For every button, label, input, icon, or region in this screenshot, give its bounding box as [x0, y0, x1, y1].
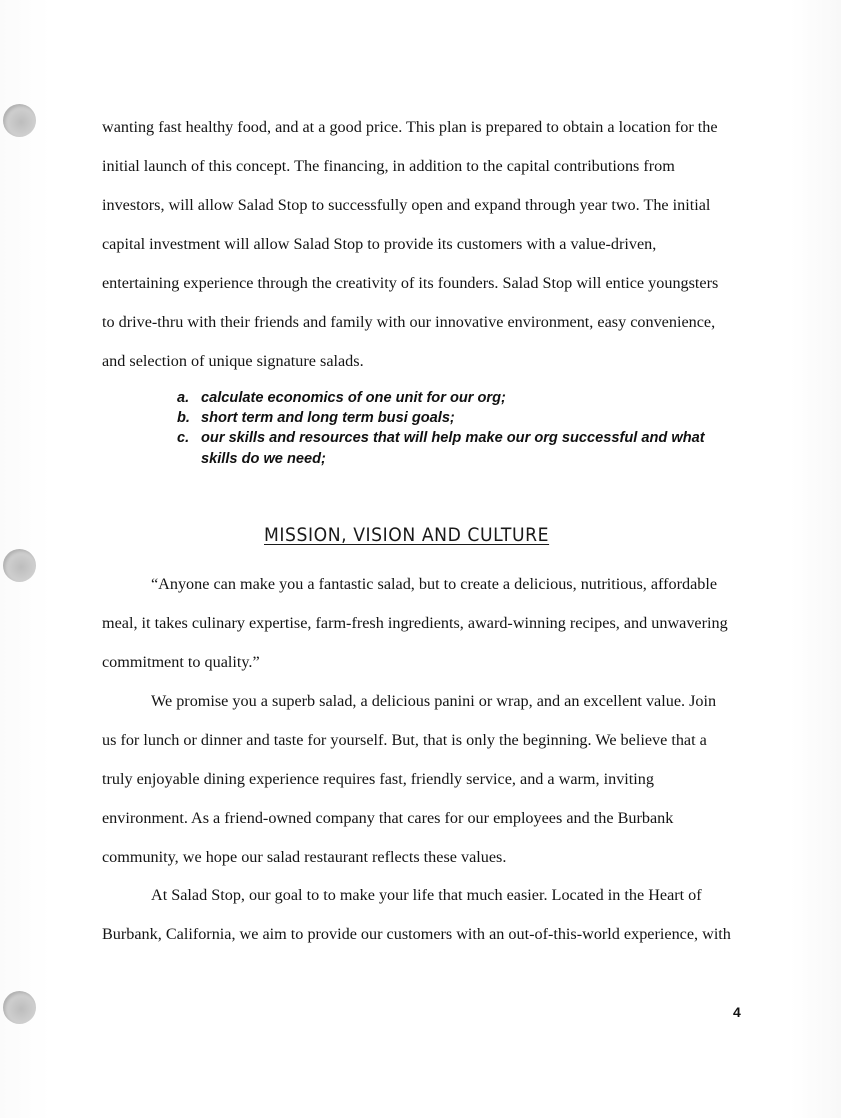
- list-item-text: skills do we need;: [201, 451, 326, 467]
- paragraph-line: capital investment will allow Salad Stop to provide its customers with a value-driven,: [102, 235, 657, 253]
- section-heading: MISSION, VISION AND CULTURE: [264, 525, 550, 546]
- list-item-text: short term and long term busi goals;: [201, 410, 455, 426]
- paragraph-line: Burbank, California, we aim to provide our customers with an out-of-this-world experience, with: [102, 925, 731, 943]
- paragraph-line: and selection of unique signature salads.: [102, 352, 364, 370]
- list-marker: a.: [177, 390, 190, 406]
- list-item-text: calculate economics of one unit for our org;: [201, 390, 506, 406]
- binder-hole-bottom: [3, 991, 36, 1024]
- paragraph-line: truly enjoyable dining experience requires fast, friendly service, and a warm, inviting: [102, 770, 654, 788]
- paragraph-line: to drive-thru with their friends and family with our innovative environment, easy convenience,: [102, 313, 716, 331]
- binder-hole-middle: [3, 549, 36, 582]
- paragraph-line: At Salad Stop, our goal to to make your life that much easier. Located in the Heart of: [151, 886, 702, 904]
- paragraph-line: “Anyone can make you a fantastic salad, but to create a delicious, nutritious, affordable: [151, 575, 718, 593]
- paragraph-line: entertaining experience through the creativity of its founders. Salad Stop will entice youngsters: [102, 274, 719, 292]
- paragraph-line: initial launch of this concept. The financing, in addition to the capital contributions from: [102, 157, 675, 175]
- paragraph-line: investors, will allow Salad Stop to successfully open and expand through year two. The initial: [102, 196, 711, 214]
- list-item-text: our skills and resources that will help make our org successful and what: [201, 430, 705, 446]
- binder-hole-top: [3, 104, 36, 137]
- paragraph-line: wanting fast healthy food, and at a good price. This plan is prepared to obtain a location for the: [102, 118, 718, 136]
- paragraph-line: community, we hope our salad restaurant reflects these values.: [102, 848, 507, 866]
- paragraph-line: meal, it takes culinary expertise, farm-fresh ingredients, award-winning recipes, and unwavering: [102, 614, 728, 632]
- page-number: 4: [733, 1004, 741, 1020]
- paragraph-line: environment. As a friend-owned company that cares for our employees and the Burbank: [102, 809, 674, 827]
- paragraph-line: commitment to quality.”: [102, 653, 260, 671]
- list-marker: b.: [177, 410, 190, 426]
- paragraph-line: us for lunch or dinner and taste for yourself. But, that is only the beginning. We believe that a: [102, 731, 707, 749]
- list-marker: c.: [177, 430, 190, 446]
- paragraph-line: We promise you a superb salad, a delicious panini or wrap, and an excellent value. Join: [151, 692, 717, 710]
